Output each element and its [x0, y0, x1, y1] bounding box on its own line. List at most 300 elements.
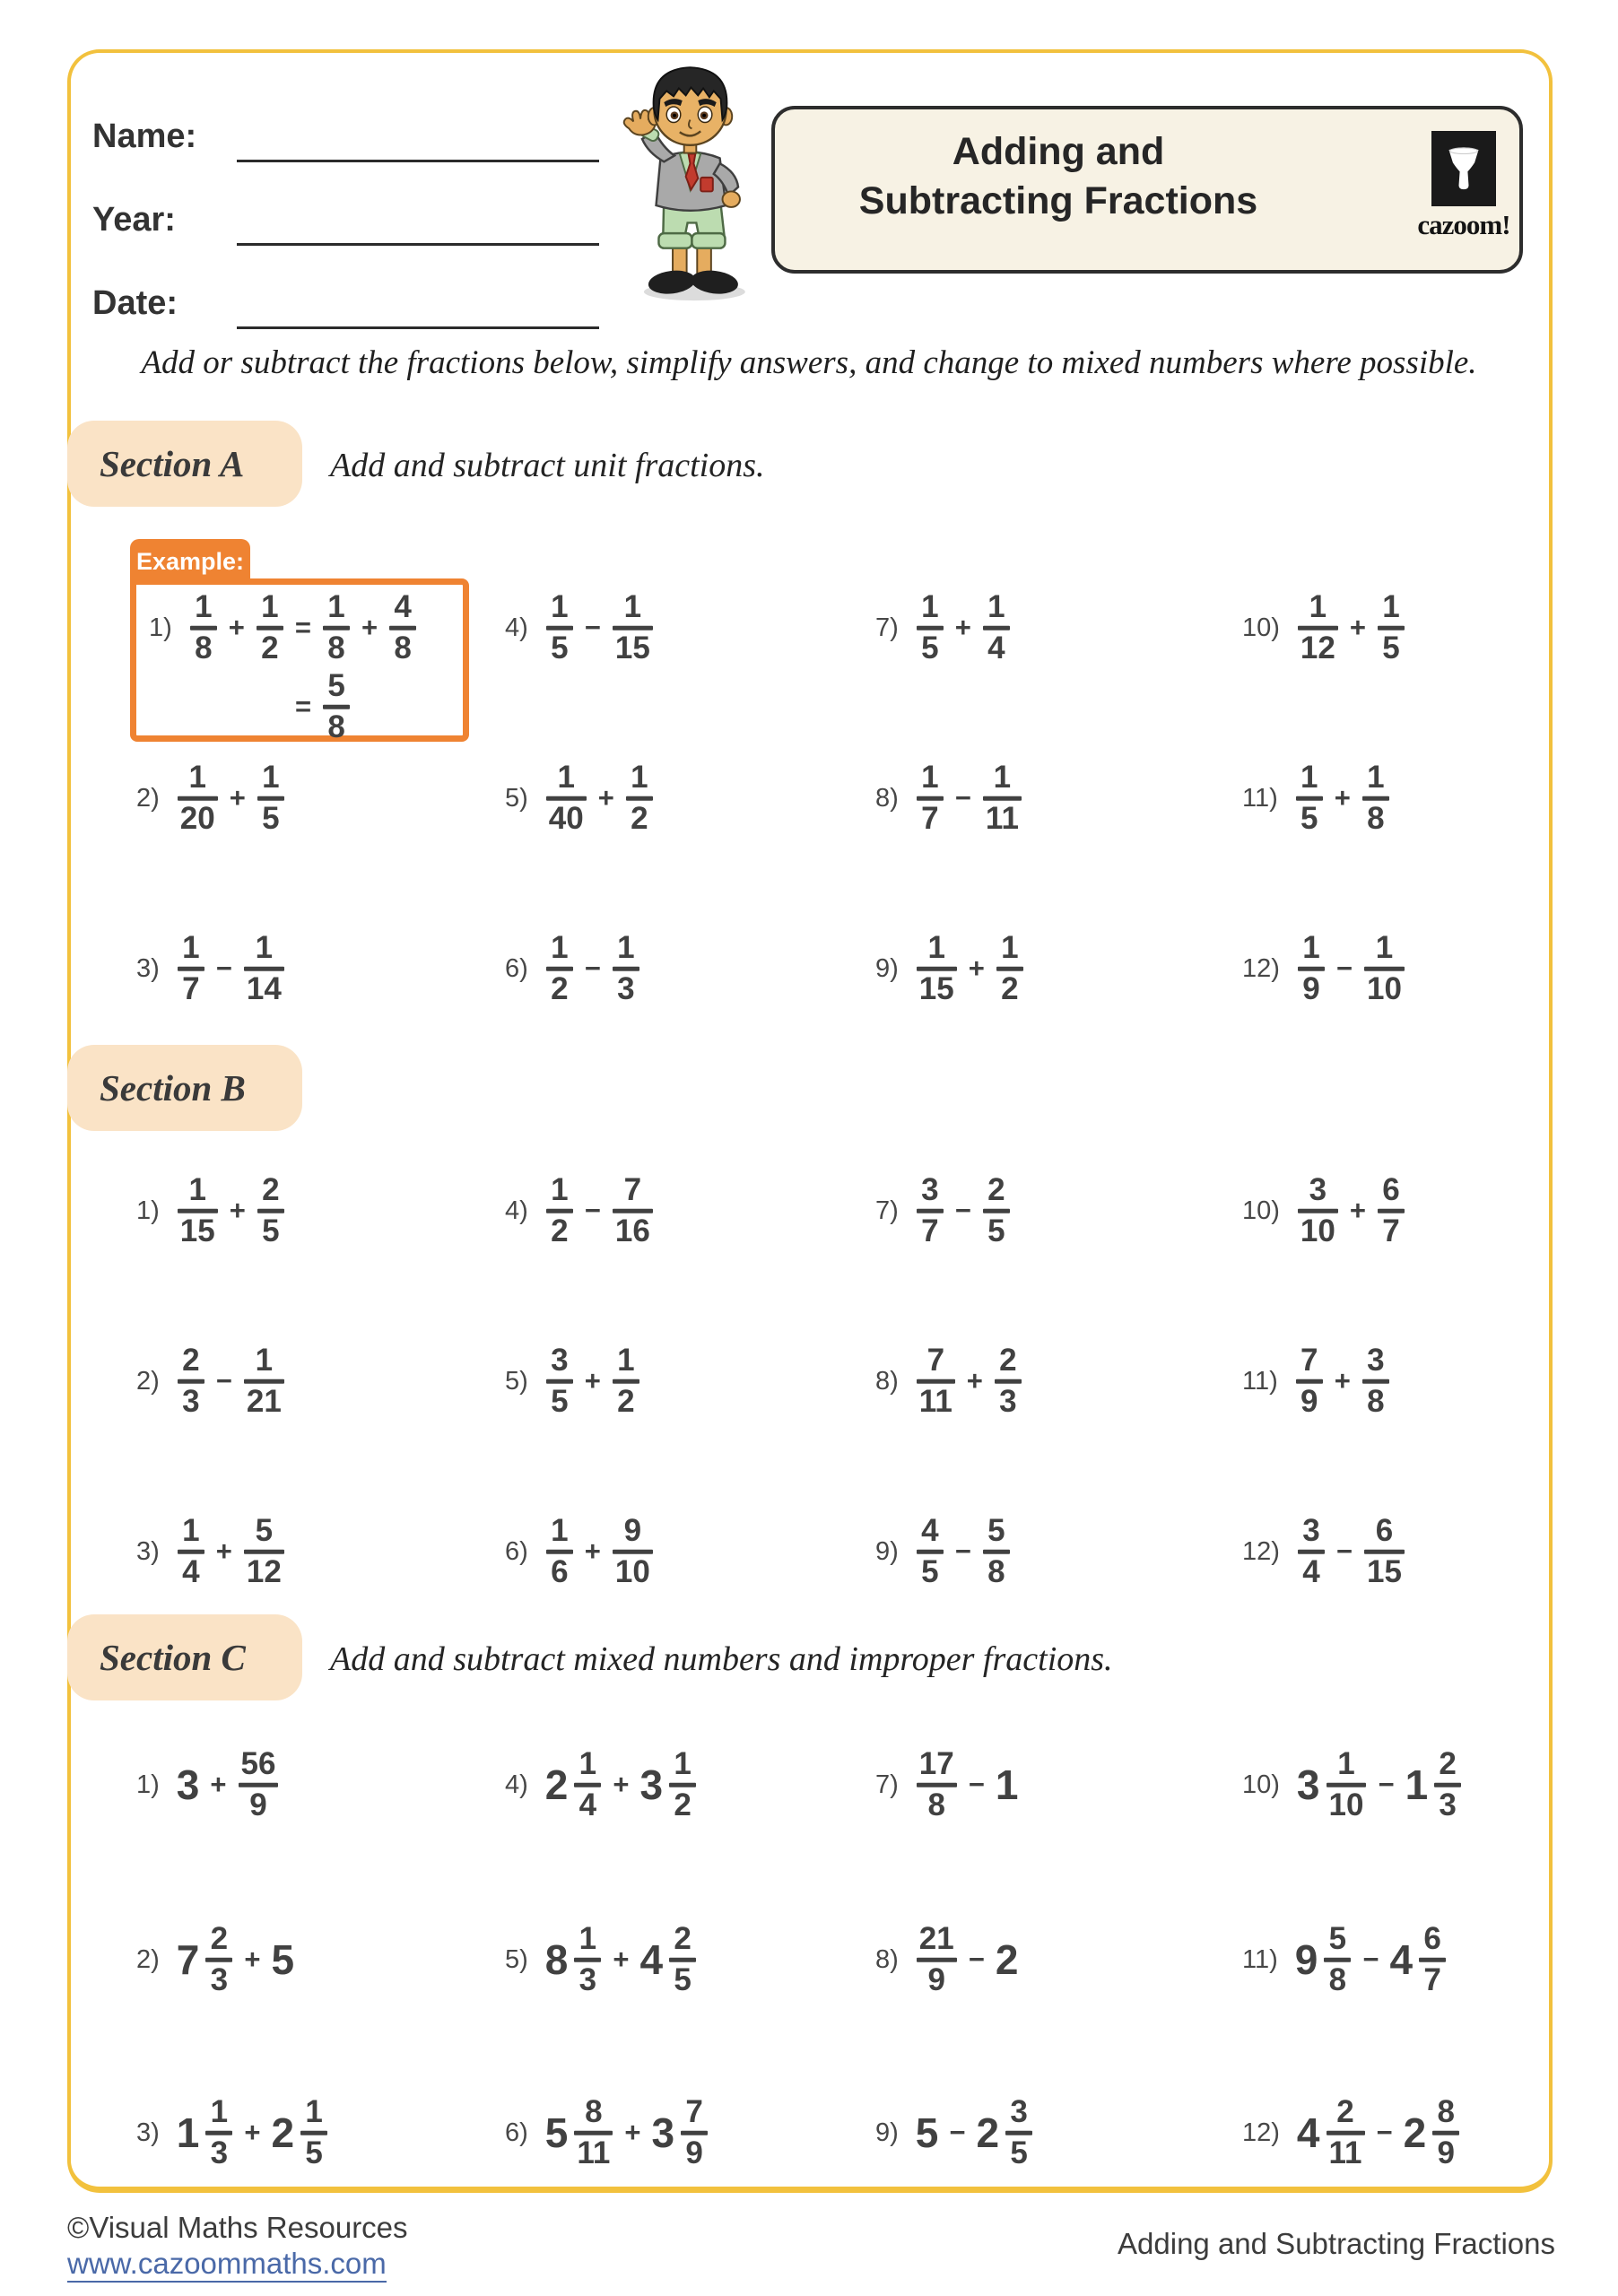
problem-number: 10) [1242, 613, 1280, 642]
fraction [205, 1920, 232, 1997]
footer-website-link[interactable]: www.cazoommaths.com [67, 2247, 387, 2283]
operator: + [228, 612, 245, 643]
denominator: 7 [921, 1213, 939, 1248]
year-label: Year: [92, 201, 176, 239]
operator: + [597, 782, 614, 813]
fraction [613, 1344, 639, 1419]
name-label: Name: [92, 117, 197, 155]
whole-number: 2 [544, 1761, 569, 1808]
fraction [917, 588, 944, 665]
denominator: 5 [1382, 630, 1400, 665]
fraction [983, 588, 1010, 665]
fraction-bar [613, 1550, 653, 1554]
fraction [257, 1171, 284, 1248]
whole-number: 1 [995, 1761, 1019, 1808]
denominator: 8 [987, 1553, 1005, 1589]
whole-number: 4 [1296, 2109, 1320, 2156]
operator: + [966, 1365, 983, 1396]
denominator: 11 [577, 2135, 611, 2170]
numerator: 5 [987, 1512, 1005, 1548]
fraction-bar [300, 2131, 327, 2135]
denominator: 3 [210, 1961, 229, 1997]
fraction-bar [983, 1550, 1010, 1554]
denominator: 8 [327, 709, 345, 744]
fraction-bar [1005, 2131, 1032, 2135]
fraction-bar [244, 1550, 284, 1554]
section-c-pill [67, 1614, 302, 1700]
fraction [983, 761, 1022, 836]
fraction-bar [244, 967, 284, 971]
fraction [1005, 2093, 1032, 2170]
fraction [1298, 1512, 1325, 1589]
problem [1242, 929, 1408, 1006]
fraction-bar [546, 1379, 573, 1384]
fraction [244, 929, 284, 1006]
whole-number: 4 [639, 1936, 664, 1983]
fraction-bar [1324, 1958, 1351, 1962]
fraction [1434, 1745, 1461, 1822]
fraction [239, 1745, 279, 1822]
problem [136, 1344, 288, 1419]
fraction-bar [244, 1379, 284, 1384]
problem-number: 7) [875, 1196, 899, 1225]
denominator: 9 [1300, 1383, 1318, 1419]
numerator: 1 [255, 929, 274, 965]
denominator: 12 [246, 1553, 282, 1589]
fraction-bar [1378, 1209, 1405, 1213]
fraction-bar [1419, 1958, 1446, 1962]
denominator: 2 [1001, 970, 1019, 1006]
section-c-label: Section C [100, 1637, 246, 1678]
fraction [546, 1344, 573, 1419]
denominator: 4 [987, 630, 1005, 665]
numerator: 1 [921, 588, 939, 624]
operator: + [1334, 782, 1351, 813]
numerator: 1 [617, 1342, 635, 1378]
operator: + [215, 1535, 232, 1567]
operator: + [584, 1365, 601, 1396]
problem-number: 9) [875, 953, 899, 983]
denominator: 7 [1423, 1961, 1441, 1997]
denominator: 3 [182, 1383, 200, 1419]
fraction [1298, 1171, 1338, 1248]
section-b-label: Section B [100, 1067, 246, 1109]
operator: − [949, 2117, 966, 2148]
problem [505, 1344, 643, 1419]
logo-wordmark: cazoom! [1417, 209, 1510, 240]
year-fill-line[interactable] [237, 243, 599, 246]
operator: − [1362, 1944, 1379, 1975]
operator: − [954, 782, 971, 813]
denominator: 8 [327, 630, 345, 665]
fraction [995, 1344, 1022, 1419]
denominator: 3 [578, 1961, 597, 1997]
fraction [574, 1745, 601, 1822]
fraction-bar [178, 1379, 204, 1384]
denominator: 4 [1302, 1553, 1320, 1589]
fraction-bar [669, 1958, 696, 1962]
operator: + [624, 2117, 641, 2148]
fraction-bar [996, 967, 1023, 971]
fraction [257, 761, 284, 836]
fraction [1419, 1920, 1446, 1997]
whole-number: 3 [639, 1761, 664, 1808]
denominator: 3 [617, 970, 635, 1006]
fraction [1378, 588, 1405, 665]
numerator: 21 [918, 1920, 954, 1956]
fraction [613, 588, 653, 665]
numerator: 1 [1001, 929, 1019, 965]
numerator: 1 [1300, 759, 1318, 795]
denominator: 11 [918, 1383, 953, 1419]
numerator: 1 [927, 929, 945, 965]
problem-number: 1) [149, 613, 172, 642]
operator: + [244, 2117, 261, 2148]
problem [136, 1171, 288, 1248]
numerator: 3 [921, 1171, 939, 1207]
fraction [190, 588, 217, 665]
fraction-bar [1432, 2131, 1459, 2135]
denominator: 10 [1328, 1787, 1364, 1822]
problem [1242, 2093, 1463, 2170]
fraction [546, 588, 573, 665]
fraction [1364, 1512, 1405, 1589]
problem-number: 8) [875, 1944, 899, 1974]
fraction [574, 1920, 601, 1997]
operator: + [244, 1944, 261, 1975]
numerator: 3 [1367, 1342, 1385, 1378]
problem [875, 1171, 1013, 1248]
numerator: 3 [1010, 2093, 1028, 2129]
problem [136, 2093, 331, 2170]
denominator: 2 [674, 1787, 692, 1822]
problem-number: 6) [505, 2118, 528, 2147]
denominator: 8 [1328, 1961, 1347, 1997]
fraction-bar [669, 1783, 696, 1787]
worksheet-title [803, 127, 1314, 226]
numerator: 1 [188, 759, 206, 795]
fraction-bar [546, 626, 573, 631]
problem-number: 12) [1242, 953, 1280, 983]
problem [875, 1512, 1013, 1589]
denominator: 5 [1010, 2135, 1028, 2170]
fraction [1298, 929, 1325, 1006]
fraction [1362, 761, 1389, 836]
footer-copyright: ©Visual Maths Resources [67, 2211, 408, 2244]
fraction-bar [1298, 1550, 1325, 1554]
whole-number: 2 [1403, 2109, 1427, 2156]
fraction-bar [178, 796, 218, 801]
fraction-bar [983, 626, 1010, 631]
operator: + [968, 952, 985, 984]
numerator: 1 [551, 1512, 569, 1548]
operator: + [361, 612, 378, 643]
denominator: 6 [551, 1553, 569, 1589]
fraction [546, 1512, 573, 1589]
operator: − [215, 952, 232, 984]
fraction-bar [983, 1209, 1010, 1213]
fraction-bar [546, 967, 573, 971]
fraction [389, 588, 416, 665]
numerator: 1 [578, 1920, 597, 1956]
fraction [1327, 1745, 1367, 1822]
fraction-bar [178, 1209, 218, 1213]
numerator: 17 [918, 1745, 954, 1781]
fraction-bar [917, 1550, 944, 1554]
problem-number: 11) [1242, 1366, 1278, 1396]
problem-number: 9) [875, 1536, 899, 1566]
denominator: 10 [1300, 1213, 1335, 1248]
numerator: 2 [987, 1171, 1005, 1207]
problem-number: 4) [505, 613, 528, 642]
fraction-bar [546, 1550, 573, 1554]
operator: − [1376, 2117, 1393, 2148]
operator: − [584, 952, 601, 984]
fraction-bar [389, 626, 416, 631]
problem [875, 1344, 1025, 1419]
numerator: 1 [674, 1745, 692, 1781]
fraction [613, 1171, 653, 1248]
numerator: 1 [305, 2093, 323, 2129]
problem [1242, 1745, 1465, 1822]
problem [136, 1512, 288, 1589]
section-a-pill [67, 421, 302, 507]
problem-number: 11) [1242, 783, 1278, 813]
numerator: 2 [262, 1171, 280, 1207]
fraction-bar [1298, 967, 1325, 971]
denominator: 5 [1300, 800, 1318, 836]
problem [149, 588, 420, 665]
fraction-bar [917, 1209, 944, 1213]
fraction [178, 1512, 204, 1589]
fraction-bar [574, 1958, 601, 1962]
numerator: 2 [999, 1342, 1017, 1378]
problem-number: 4) [505, 1770, 528, 1799]
numerator: 7 [926, 1342, 945, 1378]
operator: = [295, 691, 312, 722]
operator: + [1349, 1195, 1366, 1226]
denominator: 14 [246, 970, 282, 1006]
fraction [1362, 1344, 1389, 1419]
numerator: 8 [1437, 2093, 1455, 2129]
numerator: 1 [327, 588, 345, 624]
problem-number: 7) [875, 1770, 899, 1799]
numerator: 1 [1337, 1745, 1355, 1781]
numerator: 1 [551, 588, 569, 624]
fraction [546, 761, 587, 836]
fraction [983, 1512, 1010, 1589]
denominator: 2 [551, 970, 569, 1006]
fraction [1296, 761, 1323, 836]
denominator: 5 [921, 630, 939, 665]
fraction [996, 929, 1023, 1006]
fraction-bar [190, 626, 217, 631]
whole-number: 8 [544, 1936, 569, 1983]
operator: + [210, 1769, 227, 1800]
fraction-bar [178, 1550, 204, 1554]
fraction [244, 1512, 284, 1589]
fraction [1432, 2093, 1459, 2170]
fraction [917, 1512, 944, 1589]
fraction [1298, 588, 1338, 665]
fraction [178, 929, 204, 1006]
numerator: 1 [1382, 588, 1400, 624]
denominator: 8 [394, 630, 412, 665]
whole-number: 7 [176, 1936, 200, 1983]
fraction [1327, 2093, 1365, 2170]
fraction [1378, 1171, 1405, 1248]
fraction-bar [681, 2131, 708, 2135]
fraction-bar [917, 1958, 957, 1962]
date-label: Date: [92, 284, 178, 322]
fraction-bar [205, 2131, 232, 2135]
cazoom-logo [1410, 131, 1518, 241]
denominator: 15 [179, 1213, 215, 1248]
name-fill-line[interactable] [237, 160, 599, 162]
numerator: 1 [195, 588, 213, 624]
problem [136, 761, 288, 836]
fraction-bar [1296, 796, 1323, 801]
denominator: 5 [551, 630, 569, 665]
fraction-bar [1298, 1209, 1338, 1213]
problem [875, 929, 1027, 1006]
problem-number: 2) [136, 783, 160, 813]
operator: − [215, 1365, 232, 1396]
title-line-1: Adding and [952, 130, 1165, 173]
numerator: 2 [182, 1342, 200, 1378]
fraction [917, 761, 944, 836]
operator: + [613, 1944, 630, 1975]
denominator: 21 [246, 1383, 282, 1419]
operator: + [584, 1535, 601, 1567]
numerator: 1 [255, 1342, 274, 1378]
problem [505, 1512, 657, 1589]
whole-number: 2 [271, 2109, 295, 2156]
numerator: 2 [1439, 1745, 1457, 1781]
numerator: 1 [551, 929, 569, 965]
denominator: 3 [210, 2135, 229, 2170]
whole-number: 3 [651, 2109, 675, 2156]
fraction-bar [917, 796, 944, 801]
problem-number: 5) [505, 1944, 528, 1974]
operator: − [1335, 952, 1353, 984]
numerator: 1 [557, 759, 575, 795]
fraction [669, 1920, 696, 1997]
numerator: 4 [394, 588, 412, 624]
fraction-bar [1327, 2131, 1365, 2135]
problem [1242, 1920, 1449, 1997]
operator: − [968, 1769, 985, 1800]
operator: − [954, 1195, 971, 1226]
denominator: 8 [1367, 1383, 1385, 1419]
numerator: 1 [210, 2093, 229, 2129]
problem-number: 9) [875, 2118, 899, 2147]
fraction [917, 1344, 955, 1419]
fraction-bar [1298, 626, 1338, 631]
numerator: 3 [1302, 1512, 1320, 1548]
denominator: 5 [305, 2135, 323, 2170]
date-fill-line[interactable] [237, 326, 599, 329]
problem [875, 761, 1025, 836]
numerator: 1 [921, 759, 939, 795]
problem [875, 1920, 1021, 1997]
problem-number: 3) [136, 2118, 160, 2147]
whole-number: 5 [544, 2109, 569, 2156]
problem-number: 2) [136, 1366, 160, 1396]
fraction [546, 1171, 573, 1248]
fraction [613, 929, 639, 1006]
fraction-bar [917, 626, 944, 631]
whole-number: 2 [995, 1936, 1019, 1983]
numerator: 1 [1302, 929, 1320, 965]
problem-number: 10) [1242, 1770, 1280, 1799]
fraction-bar [546, 1209, 573, 1213]
denominator: 15 [918, 970, 954, 1006]
denominator: 7 [921, 800, 939, 836]
numerator: 56 [240, 1745, 276, 1781]
problem-number: 12) [1242, 2118, 1280, 2147]
denominator: 5 [262, 800, 280, 836]
numerator: 1 [261, 588, 279, 624]
fraction [546, 929, 573, 1006]
operator: = [294, 612, 312, 643]
whole-number: 1 [176, 2109, 200, 2156]
numerator: 1 [1309, 588, 1327, 624]
numerator: 7 [685, 2093, 703, 2129]
numerator: 5 [327, 667, 345, 703]
fraction-bar [1364, 967, 1405, 971]
whole-number: 5 [271, 1936, 295, 1983]
fraction [613, 1512, 653, 1589]
numerator: 1 [623, 588, 642, 624]
denominator: 15 [1367, 1553, 1402, 1589]
problem [875, 588, 1013, 665]
numerator: 1 [1375, 929, 1394, 965]
operator: − [584, 612, 601, 643]
section-b-pill [67, 1045, 302, 1131]
denominator: 4 [182, 1553, 200, 1589]
problem-number: 11) [1242, 1944, 1278, 1974]
whole-number: 3 [1296, 1761, 1320, 1808]
numerator: 7 [1300, 1342, 1318, 1378]
fraction-bar [574, 1783, 601, 1787]
denominator: 3 [999, 1383, 1017, 1419]
denominator: 11 [1328, 2135, 1362, 2170]
fraction [1324, 1920, 1351, 1997]
denominator: 5 [987, 1213, 1005, 1248]
denominator: 8 [1367, 800, 1385, 836]
waving-schoolboy-mascot [603, 41, 778, 303]
numerator: 2 [1336, 2093, 1354, 2129]
fraction-bar [1296, 1379, 1323, 1384]
fraction-bar [178, 967, 204, 971]
problem-number: 3) [136, 1536, 160, 1566]
drum-logo-icon [1431, 131, 1496, 206]
numerator: 1 [578, 1745, 597, 1781]
numerator: 5 [255, 1512, 274, 1548]
fraction-bar [626, 796, 653, 801]
numerator: 9 [623, 1512, 642, 1548]
problem [136, 1920, 297, 1997]
fraction-bar [1362, 796, 1389, 801]
worksheet-instruction: Add or subtract the fractions below, simplify answers, and change to mixed numbers where possible. [141, 344, 1477, 381]
numerator: 1 [617, 929, 635, 965]
operator: − [1335, 1535, 1353, 1567]
fraction [983, 1171, 1010, 1248]
title-line-2: Subtracting Fractions [858, 179, 1258, 223]
fraction [244, 1344, 284, 1419]
problem [1242, 1512, 1408, 1589]
